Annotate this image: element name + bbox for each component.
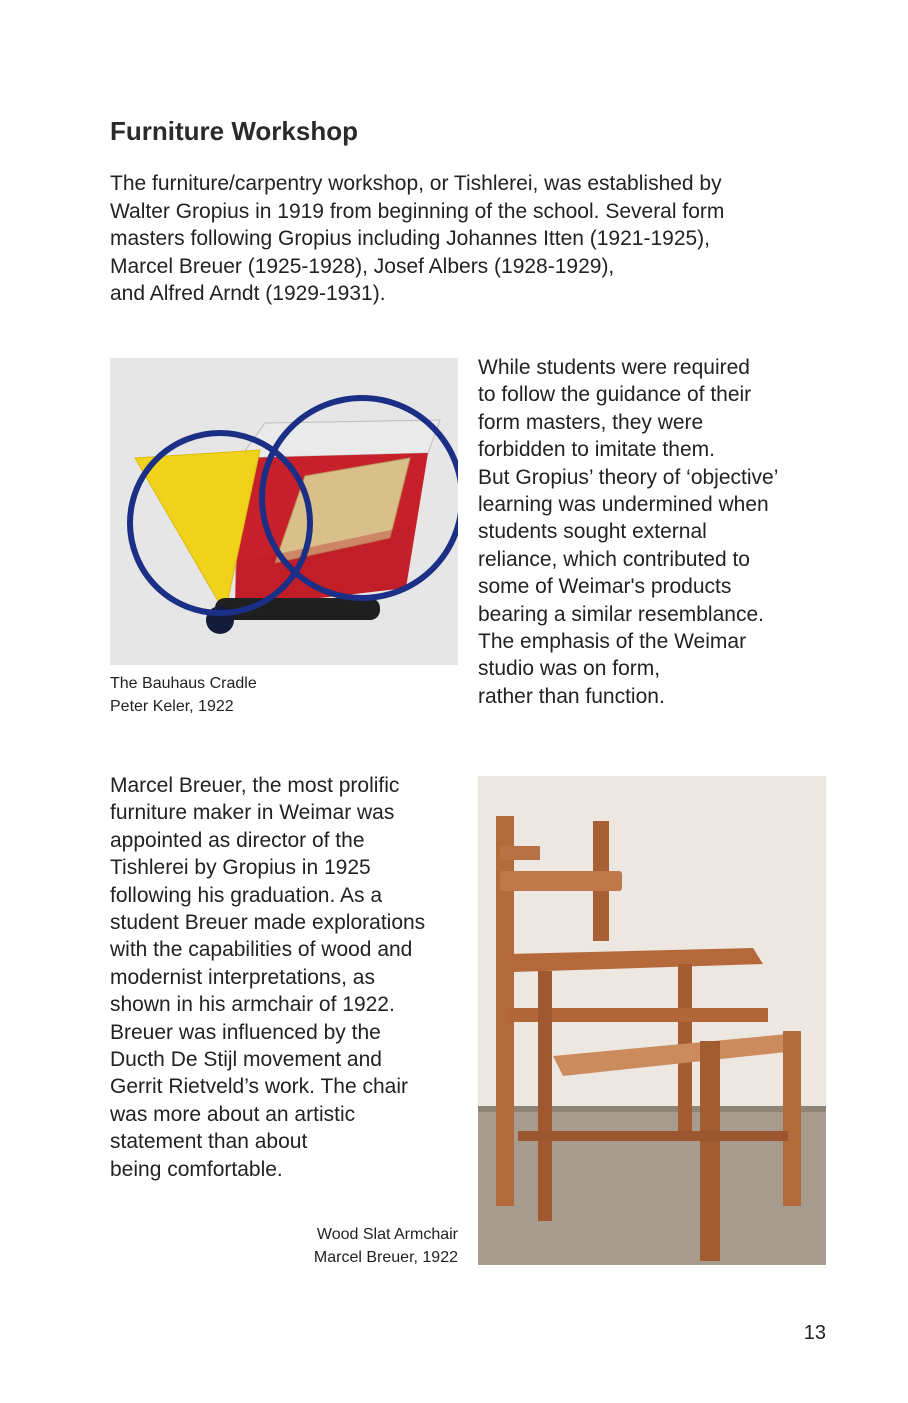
text-line: Breuer was influenced by the — [110, 1020, 381, 1044]
text-line: statement than about — [110, 1130, 308, 1154]
bauhaus-cradle-image — [110, 358, 458, 665]
caption-title: The Bauhaus Cradle — [110, 675, 257, 692]
caption-credit: Peter Keler, 1922 — [110, 698, 234, 715]
wood-slat-armchair-image — [478, 776, 826, 1265]
caption-credit: Marcel Breuer, 1922 — [313, 1249, 458, 1266]
text-line: studio was on form, — [478, 657, 661, 681]
text-line: students sought external — [478, 520, 707, 544]
cradle-illustration — [110, 358, 458, 665]
text-line: reliance, which contributed to — [478, 547, 750, 571]
cradle-caption — [110, 672, 257, 718]
text-line: student Breuer made explorations — [110, 911, 426, 935]
text-line: form masters, they were — [478, 410, 704, 434]
text-line: some of Weimar's products — [478, 575, 732, 599]
text-line: modernist interpretations, as — [110, 965, 375, 989]
text-line: Gerrit Rietveld’s work. The chair — [110, 1075, 408, 1099]
text-line: The emphasis of the Weimar — [478, 630, 747, 654]
text-line: Tishlerei by Gropius in 1925 — [110, 856, 371, 880]
intro-line: masters following Gropius including Johannes Itten (1921-1925), — [110, 227, 711, 250]
text-line: to follow the guidance of their — [478, 383, 752, 407]
text-line: being comfortable. — [110, 1157, 283, 1181]
chair-caption — [278, 1223, 458, 1269]
page-number: 13 — [803, 1322, 826, 1344]
section1-paragraph — [478, 354, 778, 710]
text-line: following his graduation. As a — [110, 883, 383, 907]
intro-line: Walter Gropius in 1919 from beginning of the school. Several form — [110, 199, 725, 223]
text-line: bearing a similar resemblance. — [478, 602, 764, 626]
text-line: Ducth De Stijl movement and — [110, 1048, 382, 1072]
text-line: learning was undermined when — [478, 493, 769, 517]
text-line: But Gropius’ theory of ‘objective’ — [478, 465, 779, 489]
page-title: Furniture Workshop — [110, 116, 358, 146]
intro-line: The furniture/carpentry workshop, or Tishlerei, was established by — [110, 172, 722, 195]
text-line: shown in his armchair of 1922. — [110, 993, 395, 1017]
text-line: was more about an artistic — [110, 1102, 356, 1126]
text-line: rather than function. — [478, 684, 665, 708]
text-line: forbidden to imitate them. — [478, 438, 715, 462]
intro-paragraph — [110, 170, 810, 308]
text-line: Marcel Breuer, the most prolific — [110, 774, 400, 797]
intro-line: Marcel Breuer (1925-1928), Josef Albers (1928-1929), — [110, 254, 615, 278]
text-line: While students were required — [478, 356, 750, 379]
intro-line: and Alfred Arndt (1929-1931). — [110, 282, 386, 305]
caption-title: Wood Slat Armchair — [316, 1226, 458, 1243]
text-line: with the capabilities of wood and — [110, 938, 413, 962]
chair-illustration — [478, 776, 826, 1265]
section2-paragraph — [110, 772, 425, 1183]
text-line: appointed as director of the — [110, 828, 365, 852]
text-line: furniture maker in Weimar was — [110, 801, 395, 825]
